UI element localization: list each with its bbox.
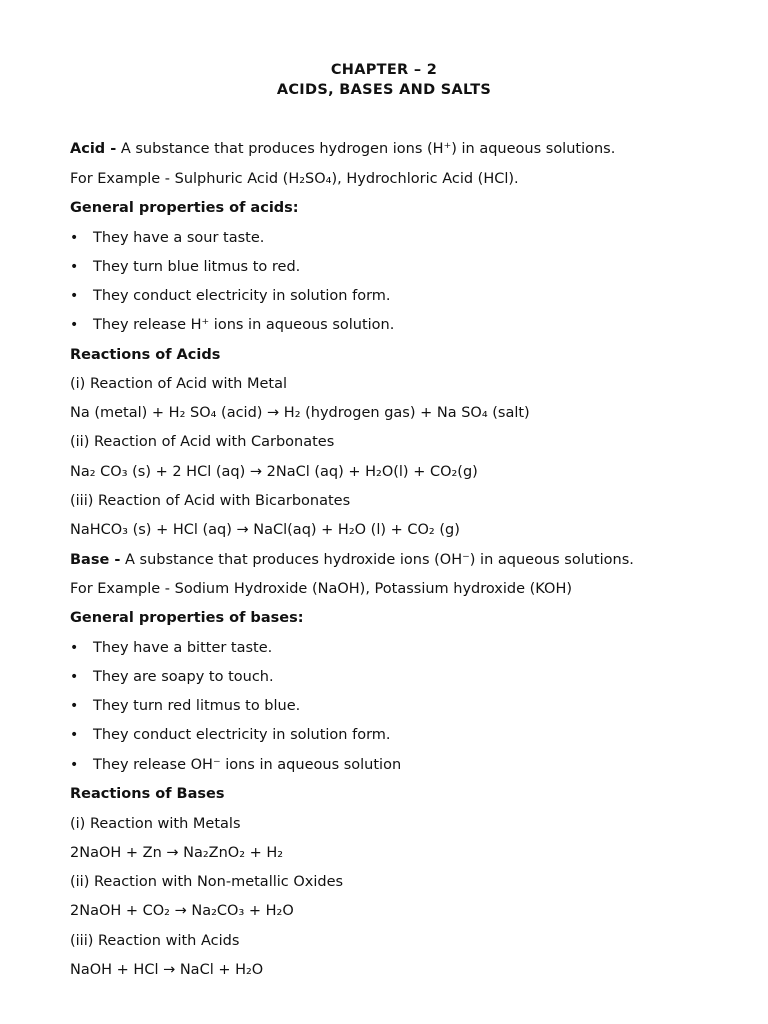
bullet: • [70,757,79,773]
bullet: • [70,727,79,743]
base-property-item: They release OH⁻ ions in aqueous solution [93,757,402,773]
acid-reaction-label: (i) Reaction of Acid with Metal [70,376,288,392]
base-term: Base - [70,552,121,568]
acid-property-item: They have a sour taste. [93,230,265,246]
acid-reaction-label: (ii) Reaction of Acid with Carbonates [70,434,335,450]
bullet: • [70,698,79,714]
acid-term: Acid - [70,141,117,157]
base-reaction-equation: 2NaOH + CO₂ → Na₂CO₃ + H₂O [70,903,294,919]
acid-reaction-equation: NaHCO₃ (s) + HCl (aq) → NaCl(aq) + H₂O (l) + CO₂ (g) [70,522,460,538]
base-property-item: They are soapy to touch. [93,669,274,685]
base-reaction-equation: NaOH + HCl → NaCl + H₂O [70,962,264,978]
chapter-title: ACIDS, BASES AND SALTS [276,82,492,98]
base-property-item: They turn red litmus to blue. [93,698,301,714]
base-property-item: They conduct electricity in solution form. [93,727,391,743]
acid-property-item: They turn blue litmus to red. [93,259,301,275]
base-property-item: They have a bitter taste. [93,640,273,656]
acid-definition [70,140,615,158]
base-definition-text: A substance that produces hydroxide ions (OH⁻) in aqueous solutions. [120,552,634,568]
base-reaction-label: (i) Reaction with Metals [70,816,241,832]
base-example: For Example - Sodium Hydroxide (NaOH), Potassium hydroxide (KOH) [70,581,572,597]
bullet: • [70,230,79,246]
base-reactions-heading: Reactions of Bases [70,786,225,802]
acid-property-item: They release H⁺ ions in aqueous solution. [93,317,395,333]
base-properties-heading: General properties of bases: [70,610,304,626]
bullet: • [70,669,79,685]
base-definition [70,551,634,569]
acid-property-item: They conduct electricity in solution form. [93,288,391,304]
acid-example: For Example - Sulphuric Acid (H₂SO₄), Hydrochloric Acid (HCl). [70,171,519,187]
acid-reactions-heading: Reactions of Acids [70,347,221,363]
acid-properties-heading: General properties of acids: [70,200,299,216]
bullet: • [70,259,79,275]
chapter-number: CHAPTER – 2 [330,62,438,78]
acid-reaction-equation: Na (metal) + H₂ SO₄ (acid) → H₂ (hydrogen gas) + Na SO₄ (salt) [70,405,530,421]
base-reaction-equation: 2NaOH + Zn → Na₂ZnO₂ + H₂ [70,845,284,861]
acid-reaction-equation: Na₂ CO₃ (s) + 2 HCl (aq) → 2NaCl (aq) + H₂O(l) + CO₂(g) [70,464,478,480]
bullet: • [70,640,79,656]
bullet: • [70,288,79,304]
base-reaction-label: (ii) Reaction with Non-metallic Oxides [70,874,344,890]
base-reaction-label: (iii) Reaction with Acids [70,933,240,949]
acid-definition-text: A substance that produces hydrogen ions (H⁺) in aqueous solutions. [116,141,616,157]
acid-reaction-label: (iii) Reaction of Acid with Bicarbonates [70,493,351,509]
bullet: • [70,317,79,333]
